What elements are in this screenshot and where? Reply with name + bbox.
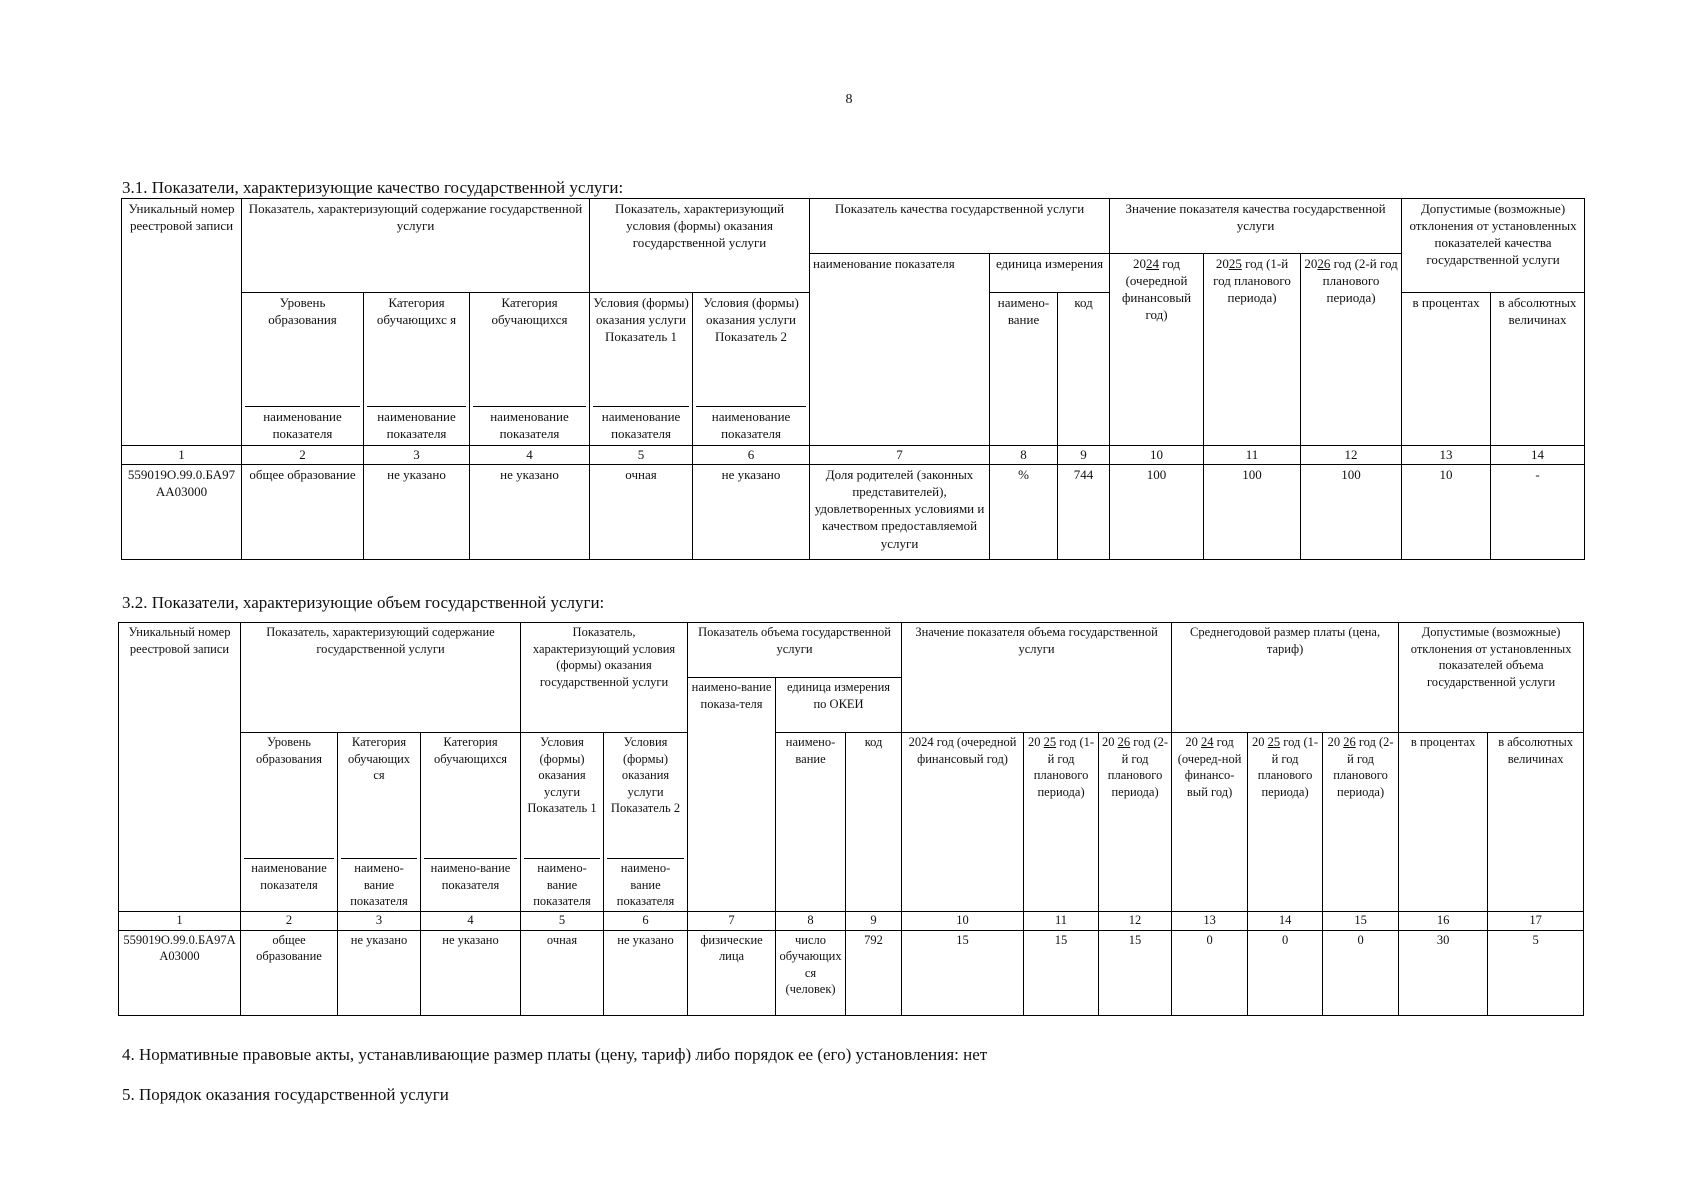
header-allowed-deviation: Допустимые (возможные) отклонения от установленных показателей объема государственной услуги [1399, 623, 1584, 733]
sub-indicator-name: наимено-вание показателя [424, 858, 517, 893]
col-number: 12 [1301, 446, 1402, 465]
cell-category-1: не указано [338, 930, 421, 1015]
cell-fee-2024: 0 [1172, 930, 1248, 1015]
col-conditions-1: Условия (формы) оказания услуги Показатель 1 [521, 733, 604, 854]
col-unit-name: наимено-вание [776, 733, 846, 912]
col-education-level: Уровень образования [242, 293, 364, 402]
header-allowed-deviation: Допустимые (возможные) отклонения от установленных показателей качества государственной услуги [1402, 199, 1585, 293]
col-number: 11 [1024, 911, 1099, 930]
cell-unit: число обучающихся (человек) [776, 930, 846, 1015]
col-number: 6 [693, 446, 810, 465]
column-number-row [122, 446, 1585, 465]
cell-volume-2025: 15 [1024, 930, 1099, 1015]
col-deviation-percent: в процентах [1402, 293, 1491, 446]
cell-unit: % [990, 465, 1058, 560]
cell-unit-code: 792 [846, 930, 902, 1015]
header-conditions-indicator: Показатель, характеризующий условия (формы) оказания государственной услуги [521, 623, 688, 733]
col-number: 13 [1172, 911, 1248, 930]
section-5-service-order: 5. Порядок оказания государственной услуги [122, 1085, 449, 1104]
header-unique-number: Уникальный номер реестровой записи [119, 623, 241, 912]
col-deviation-absolute: в абсолютных величинах [1488, 733, 1584, 912]
cell-deviation-percent: 10 [1402, 465, 1491, 560]
col-number: 14 [1491, 446, 1585, 465]
col-unit-code: код [1058, 293, 1110, 446]
header-row-1 [119, 623, 1584, 678]
col-number: 7 [688, 911, 776, 930]
cell-condition-1: очная [590, 465, 693, 560]
header-fee-year-2024: 20 24 год (очеред-ной финансо-вый год) [1172, 733, 1248, 912]
cell-education-level: общее образование [241, 930, 338, 1015]
col-student-category-2: Категория обучающихся [421, 733, 521, 854]
cell-unit-code: 744 [1058, 465, 1110, 560]
col-number: 10 [1110, 446, 1204, 465]
sub-indicator-name: наименование показателя [473, 406, 586, 442]
header-volume-year-2025: 20 25 год (1-й год планового периода) [1024, 733, 1099, 912]
cell-condition-2: не указано [604, 930, 688, 1015]
header-fee-year-2026: 20 26 год (2-й год планового периода) [1323, 733, 1399, 912]
cell-deviation-percent: 30 [1399, 930, 1488, 1015]
col-unit-name: наимено-вание [990, 293, 1058, 446]
page-number: 8 [845, 92, 853, 107]
col-conditions-2: Условия (формы) оказания услуги Показатель 2 [604, 733, 688, 854]
col-number: 5 [590, 446, 693, 465]
sub-indicator-name: наимено-вание показателя [524, 858, 600, 910]
cell-condition-1: очная [521, 930, 604, 1015]
col-number: 1 [119, 911, 241, 930]
sub-indicator-name: наименование показателя [367, 406, 466, 442]
header-content-indicator: Показатель, характеризующий содержание государственной услуги [241, 623, 521, 733]
col-number: 4 [421, 911, 521, 930]
header-volume-year-2026: 20 26 год (2-й год планового периода) [1099, 733, 1172, 912]
header-row-3 [119, 733, 1584, 854]
cell-value-2026: 100 [1301, 465, 1402, 560]
volume-table [118, 622, 1584, 1016]
header-quality-indicator: Показатель качества государственной услуги [810, 199, 1110, 254]
col-education-level: Уровень образования [241, 733, 338, 854]
col-number: 7 [810, 446, 990, 465]
table-row [119, 930, 1584, 1015]
col-number: 2 [241, 911, 338, 930]
header-volume-value: Значение показателя объема государственной услуги [902, 623, 1172, 733]
col-number: 2 [242, 446, 364, 465]
header-unique-number: Уникальный номер реестровой записи [122, 199, 242, 446]
header-year-2024: 2024 год (очередной финансовый год) [1110, 254, 1204, 446]
sub-indicator-name: наименование показателя [696, 406, 806, 442]
sub-indicator-name: наимено-вание показателя [607, 858, 684, 910]
header-volume-year-2024: 2024 год (очередной финансовый год) [902, 733, 1024, 912]
header-year-2026: 2026 год (2-й год планового периода) [1301, 254, 1402, 446]
cell-education-level: общее образование [242, 465, 364, 560]
sub-indicator-name: наименование показателя [593, 406, 689, 442]
header-average-fee: Среднегодовой размер платы (цена, тариф) [1172, 623, 1399, 733]
quality-table [121, 198, 1585, 560]
col-number: 8 [776, 911, 846, 930]
header-content-indicator: Показатель, характеризующий содержание государственной услуги [242, 199, 590, 293]
col-number: 11 [1204, 446, 1301, 465]
cell-registry-id: 559019О.99.0.БА97АА03000 [122, 465, 242, 560]
col-number: 6 [604, 911, 688, 930]
col-number: 4 [470, 446, 590, 465]
header-volume-indicator: Показатель объема государственной услуги [688, 623, 902, 678]
cell-condition-2: не указано [693, 465, 810, 560]
header-conditions-indicator: Показатель, характеризующий условия (формы) оказания государственной услуги [590, 199, 810, 293]
cell-fee-2025: 0 [1248, 930, 1323, 1015]
cell-indicator-name: Доля родителей (законных представителей), удовлетворенных условиями и качеством предоставляемой услуги [810, 465, 990, 560]
cell-value-2025: 100 [1204, 465, 1301, 560]
header-unit: единица измерения [990, 254, 1110, 293]
table-row [122, 465, 1585, 560]
cell-volume-2024: 15 [902, 930, 1024, 1015]
col-number: 16 [1399, 911, 1488, 930]
section-3-2-title: 3.2. Показатели, характеризующие объем государственной услуги: [122, 593, 605, 612]
col-number: 12 [1099, 911, 1172, 930]
header-indicator-name: наименование показателя [810, 254, 990, 446]
col-unit-code: код [846, 733, 902, 912]
col-student-category-1: Категория обучающихс я [364, 293, 470, 402]
col-number: 8 [990, 446, 1058, 465]
cell-category-1: не указано [364, 465, 470, 560]
cell-volume-name: физические лица [688, 930, 776, 1015]
col-number: 3 [364, 446, 470, 465]
col-number: 15 [1323, 911, 1399, 930]
cell-value-2024: 100 [1110, 465, 1204, 560]
column-number-row [119, 911, 1584, 930]
col-deviation-percent: в процентах [1399, 733, 1488, 912]
section-3-1-title: 3.1. Показатели, характеризующие качество государственной услуги: [122, 178, 624, 197]
col-number: 3 [338, 911, 421, 930]
section-4-normative-acts: 4. Нормативные правовые акты, устанавливающие размер платы (цену, тариф) либо порядок ее (его) установления: нет [122, 1045, 988, 1064]
cell-deviation-absolute: - [1491, 465, 1585, 560]
col-student-category-1: Категория обучающих ся [338, 733, 421, 854]
header-year-2025: 2025 год (1-й год планового периода) [1204, 254, 1301, 446]
col-conditions-2: Условия (формы) оказания услуги Показатель 2 [693, 293, 810, 402]
col-deviation-absolute: в абсолютных величинах [1491, 293, 1585, 446]
col-number: 14 [1248, 911, 1323, 930]
sub-indicator-name: наимено-вание показателя [341, 858, 417, 910]
header-row-1 [122, 199, 1585, 254]
header-fee-year-2025: 20 25 год (1-й год планового периода) [1248, 733, 1323, 912]
header-quality-value: Значение показателя качества государственной услуги [1110, 199, 1402, 254]
col-conditions-1: Условия (формы) оказания услуги Показатель 1 [590, 293, 693, 402]
header-volume-name: наимено-вание показа-теля [688, 678, 776, 912]
cell-volume-2026: 15 [1099, 930, 1172, 1015]
col-number: 17 [1488, 911, 1584, 930]
cell-category-2: не указано [470, 465, 590, 560]
sub-indicator-name: наименование показателя [244, 858, 334, 893]
col-number: 13 [1402, 446, 1491, 465]
cell-fee-2026: 0 [1323, 930, 1399, 1015]
cell-registry-id: 559019О.99.0.БА97АА03000 [119, 930, 241, 1015]
col-number: 1 [122, 446, 242, 465]
col-number: 5 [521, 911, 604, 930]
cell-category-2: не указано [421, 930, 521, 1015]
header-unit-okei: единица измерения по ОКЕИ [776, 678, 902, 733]
col-number: 10 [902, 911, 1024, 930]
col-number: 9 [1058, 446, 1110, 465]
col-student-category-2: Категория обучающихся [470, 293, 590, 402]
cell-deviation-absolute: 5 [1488, 930, 1584, 1015]
col-number: 9 [846, 911, 902, 930]
sub-indicator-name: наименование показателя [245, 406, 360, 442]
